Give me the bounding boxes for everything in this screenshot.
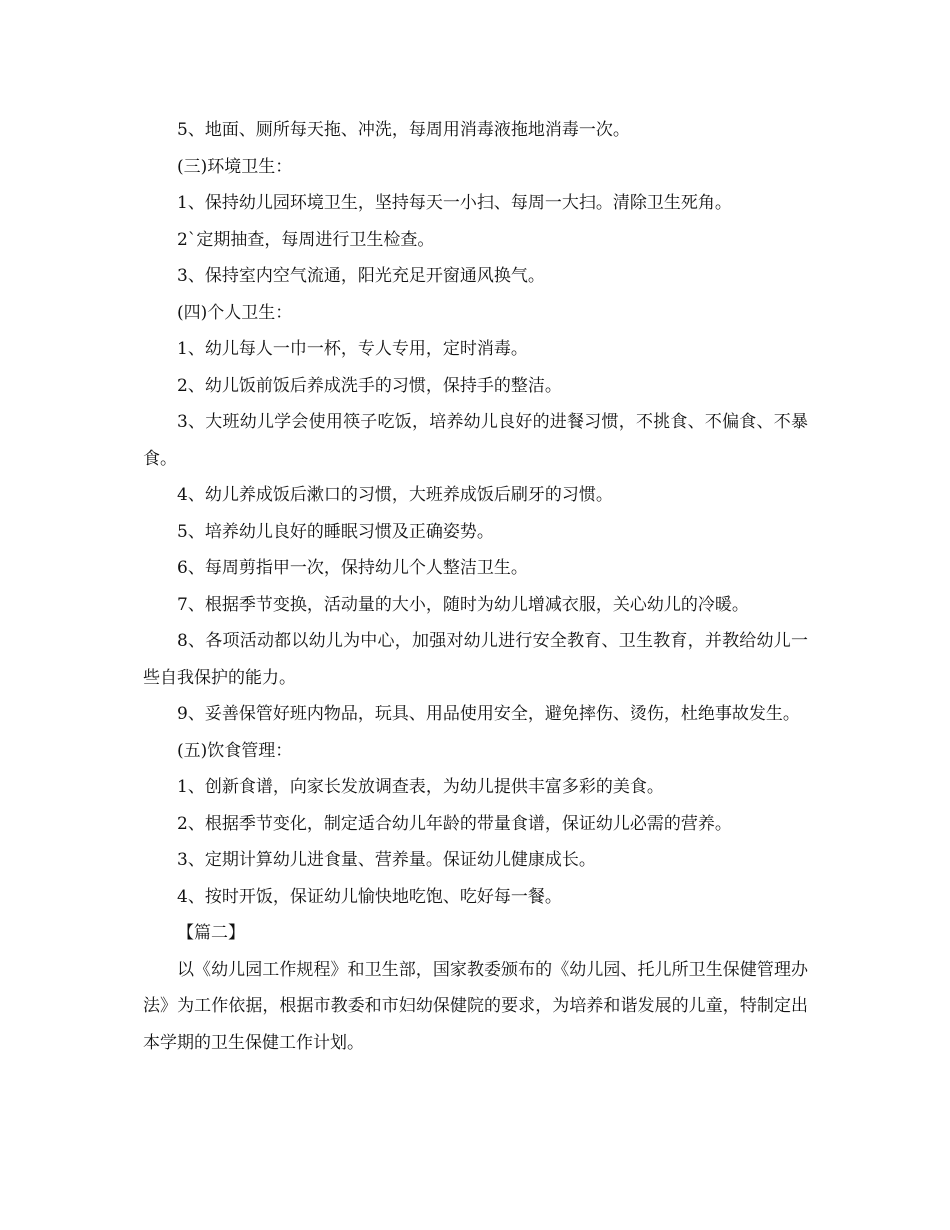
paragraph-environment-1: 1、保持幼儿园环境卫生，坚持每天一小扫、每周一大扫。清除卫生死角。 [177,193,732,213]
paragraph-diet-4: 4、按时开饭，保证幼儿愉快地吃饱、吃好每一餐。 [177,886,562,907]
paragraph-floor-cleaning: 5、地面、厕所每天拖、冲洗，每周用消毒液拖地消毒一次。 [177,120,630,140]
paragraph-personal-4: 4、幼儿养成饭后漱口的习惯，大班养成饭后刷牙的习惯。 [177,485,613,505]
paragraph-personal-3: 3、大班幼儿学会使用筷子吃饭，培养幼儿良好的进餐习惯，不挑食、不偏食、不暴食。 [143,412,808,469]
paragraph-environment-2: 2`定期抽查，每周进行卫生检查。 [177,229,435,250]
paragraph-diet-1: 1、创新食谱，向家长发放调查表，为幼儿提供丰富多彩的美食。 [177,777,664,797]
paragraph-personal-9: 9、妥善保管好班内物品，玩具、用品使用安全，避免摔伤、烫伤，杜绝事故发生。 [177,704,800,724]
paragraph-personal-8: 8、各项活动都以幼儿为中心，加强对幼儿进行安全教育、卫生教育，并教给幼儿一些自我保护的能力。 [143,631,808,688]
paragraph-personal-1: 1、幼儿每人一巾一杯，专人专用，定时消毒。 [177,339,528,359]
paragraph-diet-2: 2、根据季节变化，制定适合幼儿年龄的带量食谱，保证幼儿必需的营养。 [177,813,732,834]
paragraph-diet-3: 3、定期计算幼儿进食量、营养量。保证幼儿健康成长。 [177,850,596,870]
paragraph-personal-5: 5、培养幼儿良好的睡眠习惯及正确姿势。 [177,521,494,542]
section-heading-part-two: 【篇二】 [177,923,245,943]
heading-environment-hygiene: (三)环境卫生： [177,156,293,177]
paragraph-environment-3: 3、保持室内空气流通，阳光充足开窗通风换气。 [177,266,545,286]
heading-personal-hygiene: (四)个人卫生： [177,302,293,323]
paragraph-personal-2: 2、幼儿饭前饭后养成洗手的习惯，保持手的整洁。 [177,375,562,396]
paragraph-personal-6: 6、每周剪指甲一次，保持幼儿个人整洁卫生。 [177,558,528,578]
document-body [143,112,808,1061]
heading-diet-management: (五)饮食管理： [177,740,293,761]
paragraph-part-two-intro: 以《幼儿园工作规程》和卫生部，国家教委颁布的《幼儿园、托儿所卫生保健管理办法》为工作依据，根据市教委和市妇幼保健院的要求，为培养和谐发展的儿童，特制定出本学期的卫生保健工作计划。 [143,959,808,1053]
paragraph-personal-7: 7、根据季节变换，活动量的大小，随时为幼儿增减衣服，关心幼儿的冷暖。 [177,594,749,615]
